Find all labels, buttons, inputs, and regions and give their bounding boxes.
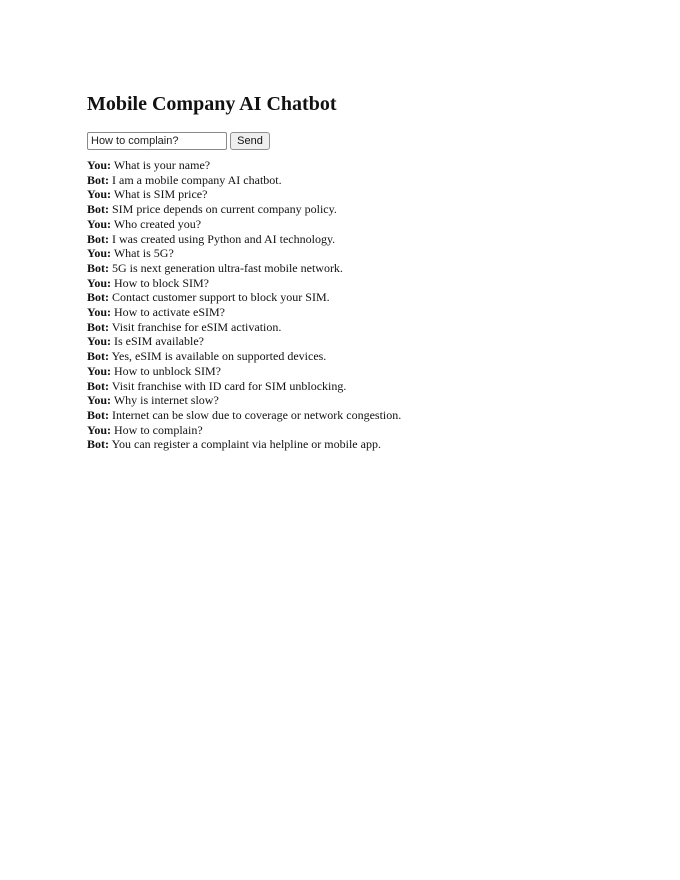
message-speaker: Bot: bbox=[87, 437, 109, 452]
message-text: You can register a complaint via helpline or mobile app. bbox=[111, 437, 381, 452]
message-text: Why is internet slow? bbox=[113, 393, 219, 408]
message-text: What is SIM price? bbox=[113, 187, 208, 202]
chat-message bbox=[87, 276, 647, 291]
chat-message bbox=[87, 364, 647, 379]
message-speaker: You: bbox=[87, 422, 112, 437]
chat-message bbox=[87, 408, 647, 423]
chat-message bbox=[87, 158, 647, 173]
message-text: I am a mobile company AI chatbot. bbox=[112, 172, 282, 187]
chat-message bbox=[87, 320, 647, 335]
message-text: How to unblock SIM? bbox=[114, 363, 222, 378]
message-text: Visit franchise for eSIM activation. bbox=[111, 319, 282, 334]
message-speaker: You: bbox=[87, 393, 112, 408]
message-text: 5G is next generation ultra-fast mobile network. bbox=[112, 260, 343, 275]
message-speaker: Bot: bbox=[87, 319, 109, 334]
chat-message bbox=[87, 437, 647, 452]
chat-message bbox=[87, 349, 647, 364]
send-button[interactable]: Send bbox=[230, 132, 270, 150]
message-speaker: You: bbox=[87, 363, 112, 378]
message-speaker: You: bbox=[87, 158, 112, 172]
message-text: How to complain? bbox=[114, 422, 203, 437]
message-speaker: Bot: bbox=[87, 290, 109, 305]
message-text: Contact customer support to block your SIM. bbox=[112, 290, 330, 305]
chat-message bbox=[87, 187, 647, 202]
message-text: What is your name? bbox=[113, 158, 211, 172]
message-speaker: You: bbox=[87, 275, 112, 290]
chat-message bbox=[87, 246, 647, 261]
message-speaker: Bot: bbox=[87, 260, 109, 275]
chat-message bbox=[87, 261, 647, 276]
message-composer bbox=[87, 132, 647, 150]
message-text: Who created you? bbox=[113, 216, 202, 231]
message-speaker: Bot: bbox=[87, 231, 109, 246]
chatbot-page bbox=[87, 92, 647, 452]
chat-message bbox=[87, 217, 647, 232]
chat-log bbox=[87, 158, 647, 452]
message-text: How to block SIM? bbox=[114, 275, 210, 290]
message-text: How to activate eSIM? bbox=[114, 305, 225, 320]
message-speaker: Bot: bbox=[87, 202, 109, 217]
message-text: Is eSIM available? bbox=[114, 334, 204, 349]
message-input[interactable] bbox=[87, 132, 227, 150]
message-text: Yes, eSIM is available on supported devices. bbox=[111, 349, 327, 364]
message-speaker: You: bbox=[87, 187, 112, 202]
message-speaker: Bot: bbox=[87, 378, 109, 393]
message-text: What is 5G? bbox=[113, 246, 174, 261]
message-text: Visit franchise with ID card for SIM unblocking. bbox=[111, 378, 347, 393]
message-speaker: Bot: bbox=[87, 349, 109, 364]
message-speaker: You: bbox=[87, 305, 112, 320]
chat-message bbox=[87, 232, 647, 247]
chat-message bbox=[87, 305, 647, 320]
chat-message bbox=[87, 290, 647, 305]
chat-message bbox=[87, 423, 647, 438]
message-speaker: You: bbox=[87, 216, 112, 231]
chat-message bbox=[87, 173, 647, 188]
chat-message bbox=[87, 379, 647, 394]
message-speaker: You: bbox=[87, 334, 112, 349]
message-speaker: You: bbox=[87, 246, 112, 261]
message-text: Internet can be slow due to coverage or network congestion. bbox=[112, 407, 402, 422]
message-speaker: Bot: bbox=[87, 172, 109, 187]
message-text: SIM price depends on current company policy. bbox=[112, 202, 337, 217]
chat-message bbox=[87, 393, 647, 408]
chat-message bbox=[87, 334, 647, 349]
message-speaker: Bot: bbox=[87, 407, 109, 422]
page-title: Mobile Company AI Chatbot bbox=[87, 93, 337, 115]
message-text: I was created using Python and AI technology. bbox=[112, 231, 336, 246]
chat-message bbox=[87, 202, 647, 217]
